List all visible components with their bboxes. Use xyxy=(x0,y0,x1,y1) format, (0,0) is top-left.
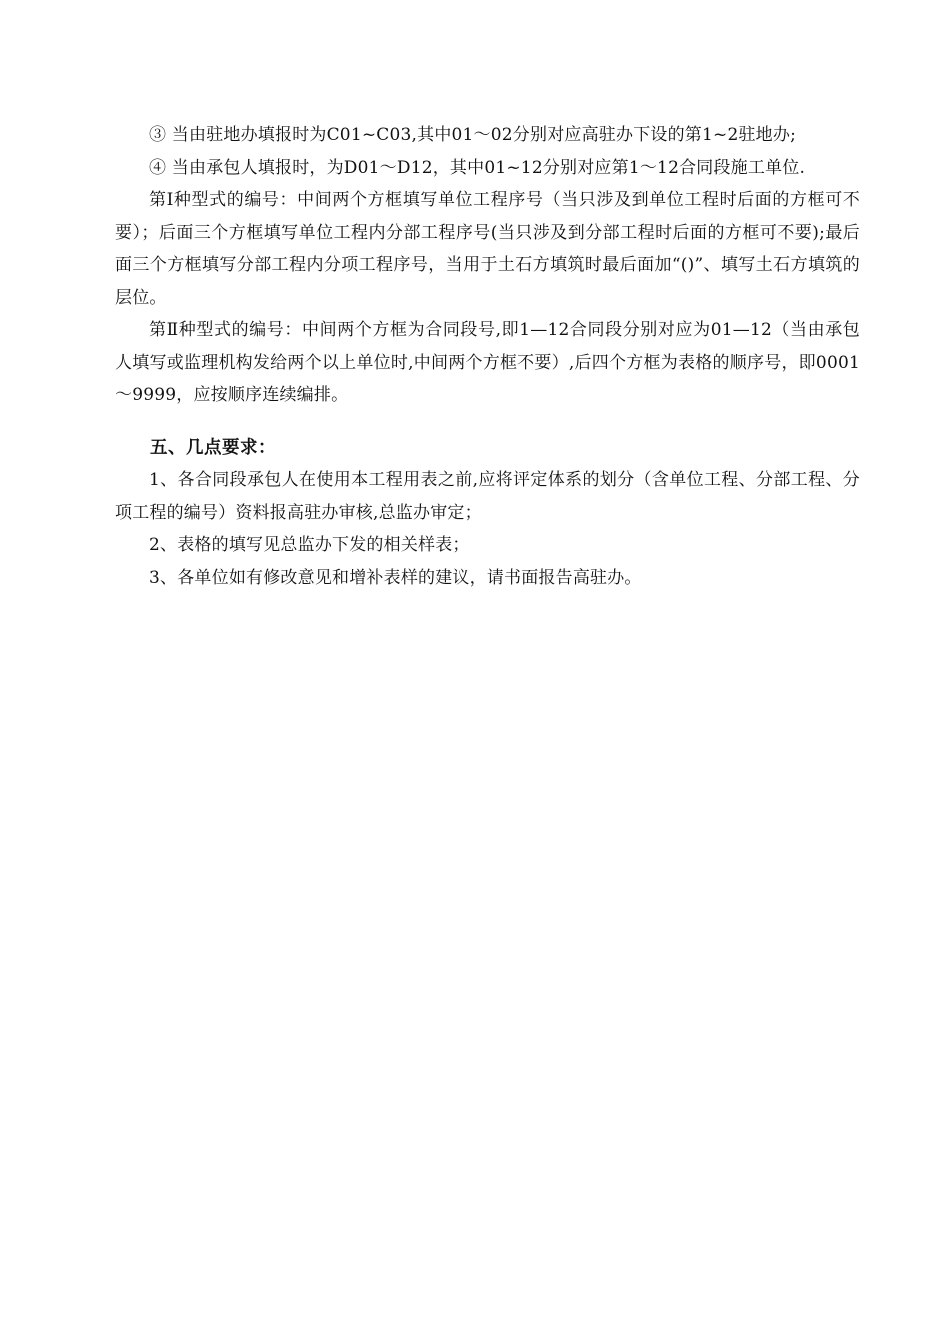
requirement-item-3: 3、各单位如有修改意见和增补表样的建议，请书面报告高驻办。 xyxy=(149,567,642,588)
document-page xyxy=(115,119,860,594)
paragraph-format-one-numbering: 第Ⅰ种型式的编号：中间两个方框填写单位工程序号（当只涉及到单位工程时后面的方框可不要）；后面三个方框填写单位工程内分部工程序号(当只涉及到分部工程时后面的方框可不要);最后面三个方框填写分部工程内分项工程序号，当用于土石方填筑时最后面加“()”、填写土石方填筑的层位。 xyxy=(115,190,860,308)
paragraph-format-two-numbering: 第Ⅱ种型式的编号：中间两个方框为合同段号,即1—12合同段分别对应为01—12（当由承包人填写或监理机构发给两个以上单位时,中间两个方框不要）,后四个方框为表格的顺序号，即0001～9999，应按顺序连续编排。 xyxy=(115,320,860,405)
paragraph-contractor-code: ④ 当由承包人填报时，为D01～D12，其中01~12分别对应第1～12合同段施工单位. xyxy=(149,157,806,178)
paragraph-resident-office-code: ③ 当由驻地办填报时为C01~C03,其中01～02分别对应高驻办下设的第1~2驻地办; xyxy=(149,125,796,145)
section-heading-requirements: 五、几点要求： xyxy=(150,437,276,458)
requirement-item-1: 1、各合同段承包人在使用本工程用表之前,应将评定体系的划分（含单位工程、分部工程、分项工程的编号）资料报高驻办审核,总监办审定； xyxy=(115,470,860,523)
section-spacer xyxy=(115,412,860,432)
requirement-item-2: 2、表格的填写见总监办下发的相关样表； xyxy=(149,535,470,555)
